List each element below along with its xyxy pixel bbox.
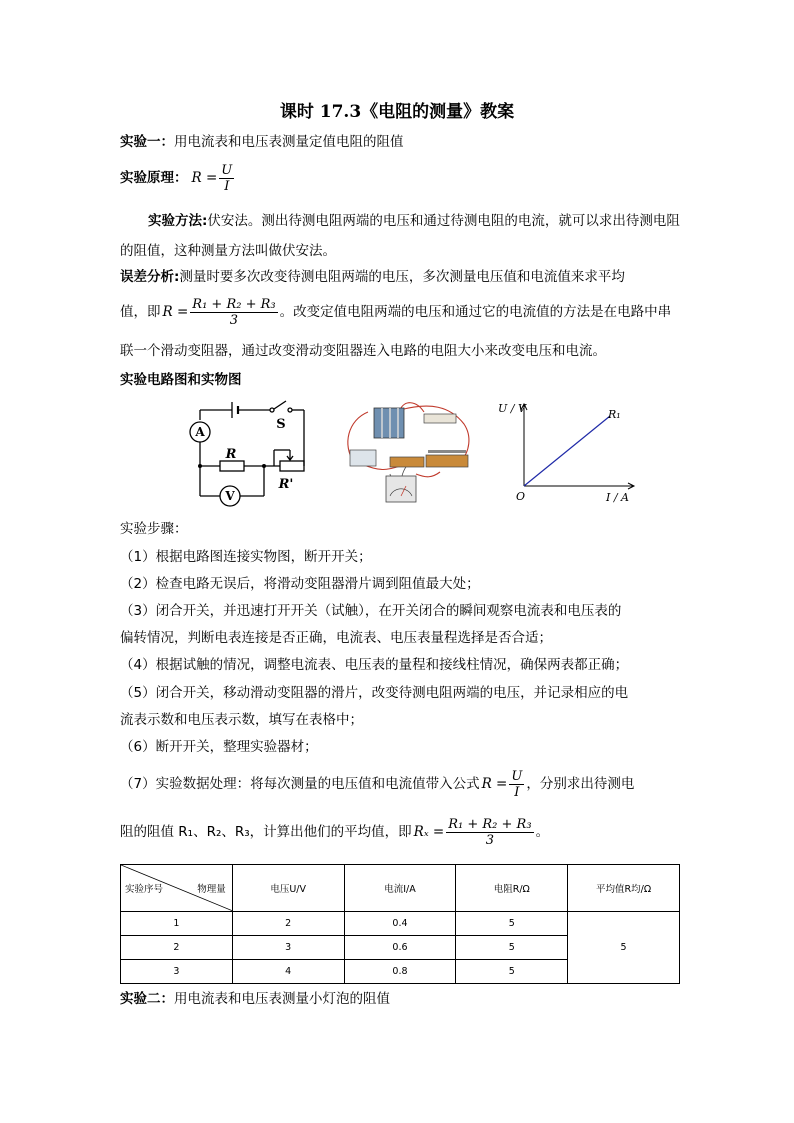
switch-label: S <box>276 417 286 432</box>
table-cell-index: 2 <box>121 936 233 960</box>
table-cell-average: 5 <box>568 912 680 984</box>
step-5a: （5）闭合开关，移动滑动变阻器的滑片，改变待测电阻两端的电压，并记录相应的电 <box>120 685 629 701</box>
error-numerator: R₁ + R₂ + R₃ <box>192 296 276 312</box>
table-row-axis-label: 实验序号 <box>125 884 164 895</box>
step-3b: 偏转情况，判断电表连接是否正确，电流表、电压表量程选择是否合适； <box>120 630 552 646</box>
error-line-2 <box>120 292 680 332</box>
step-7b <box>120 812 680 852</box>
table-cell-current: 0.6 <box>344 936 456 960</box>
error-text-4: 联一个滑动变阻器，通过改变滑动变阻器连入电路的电阻大小来改变电压和电流。 <box>120 343 606 359</box>
error-fraction <box>190 297 277 328</box>
step7-fraction-2 <box>446 817 533 848</box>
exp2-line <box>120 989 680 1009</box>
step7-lhs-2: Rₓ = <box>413 824 445 840</box>
table-header-voltage: 电压U/V <box>232 865 344 912</box>
table-corner-cell <box>121 865 233 912</box>
table-header-average: 平均值R均/Ω <box>568 865 680 912</box>
graph-origin: O <box>516 490 526 503</box>
apparatus-picture <box>340 400 480 510</box>
error-text-3: 。改变定值电阻两端的电压和通过它的电流值的方法是在电路中串 <box>279 304 672 320</box>
step7-text-3: 阻的阻值 R₁、R₂、R₃，计算出他们的平均值，即 <box>120 824 412 840</box>
principle-denominator: I <box>224 178 230 194</box>
method-text: 伏安法。测出待测电阻两端的电压和通过待测电阻的电流，就可以求出待测电阻的阻值，这种测量方法叫做伏安法。 <box>120 213 680 259</box>
table-cell-resistance: 5 <box>456 936 568 960</box>
step7-fraction <box>509 769 524 800</box>
exp1-line <box>120 132 680 152</box>
step7-text-4: 。 <box>535 824 550 840</box>
method-paragraph <box>92 206 680 266</box>
step-1: （1）根据电路图连接实物图，断开开关； <box>120 549 372 565</box>
error-line-1 <box>120 267 680 287</box>
step7-numerator-2: R₁ + R₂ + R₃ <box>448 816 532 832</box>
step7-denominator: I <box>514 784 520 800</box>
table-header-current: 电流I/A <box>344 865 456 912</box>
diagram-heading-text: 实验电路图和实物图 <box>120 372 242 388</box>
error-label: 误差分析: <box>120 269 180 285</box>
resistor-label: R <box>225 447 237 462</box>
voltmeter-label: V <box>225 489 235 503</box>
table-header-resistance: 电阻R/Ω <box>456 865 568 912</box>
table-cell-voltage: 4 <box>232 960 344 984</box>
table-cell-voltage: 2 <box>232 912 344 936</box>
data-table <box>120 864 680 984</box>
exp1-label: 实验一： <box>120 134 174 150</box>
graph-line-label: R₁ <box>608 408 621 421</box>
error-denominator: 3 <box>229 312 239 328</box>
step-4: （4）根据试触的情况，调整电流表、电压表的量程和接线柱情况，确保两表都正确； <box>120 657 629 673</box>
table-cell-current: 0.8 <box>344 960 456 984</box>
error-text-1: 测量时要多次改变待测电阻两端的电压，多次测量电压值和电流值来求平均 <box>179 269 625 285</box>
principle-lhs: R = <box>191 170 218 186</box>
table-cell-current: 0.4 <box>344 912 456 936</box>
step7-lhs: R = <box>481 776 508 792</box>
error-text-2: 值，即 <box>120 304 161 320</box>
circuit-diagram <box>180 398 310 508</box>
step7-text-2: ，分别求出待测电 <box>526 776 635 792</box>
table-cell-index: 3 <box>121 960 233 984</box>
step-5b: 流表示数和电压表示数，填写在表格中； <box>120 712 363 728</box>
step-3a: （3）闭合开关，并迅速打开开关（试触），在开关闭合的瞬间观察电流表和电压表的 <box>120 603 622 619</box>
principle-numerator: U <box>221 162 233 178</box>
table-cell-index: 1 <box>121 912 233 936</box>
step-6: （6）断开开关，整理实验器材； <box>120 739 318 755</box>
principle-line <box>120 160 680 196</box>
u-i-graph <box>494 398 644 506</box>
step7-numerator: U <box>511 768 523 784</box>
table-row <box>121 912 680 936</box>
exp1-text: 用电流表和电压表测量定值电阻的阻值 <box>174 134 404 150</box>
principle-fraction <box>219 163 234 194</box>
graph-xlabel: I / A <box>606 491 629 504</box>
steps-heading: 实验步骤： <box>120 521 188 537</box>
table-header-row <box>121 865 680 912</box>
principle-label: 实验原理： <box>120 170 188 186</box>
table-cell-voltage: 3 <box>232 936 344 960</box>
ammeter-label: A <box>195 425 205 439</box>
method-label: 实验方法: <box>148 213 208 229</box>
step7-text-1: （7）实验数据处理：将每次测量的电压值和电流值带入公式 <box>120 776 480 792</box>
error-line-3 <box>120 341 680 361</box>
step-7a <box>120 764 680 804</box>
resistance-line <box>524 416 610 486</box>
table-cell-resistance: 5 <box>456 912 568 936</box>
step7-denominator-2: 3 <box>485 832 495 848</box>
step-2: （2）检查电路无误后，将滑动变阻器滑片调到阻值最大处； <box>120 576 480 592</box>
diagram-heading <box>120 370 680 390</box>
exp2-label: 实验二： <box>120 991 174 1007</box>
table-col-axis-label: 物理量 <box>197 884 226 895</box>
page-title: 课时 17.3《电阻的测量》教案 <box>279 102 515 122</box>
graph-ylabel: U / V <box>498 402 526 415</box>
table-cell-resistance: 5 <box>456 960 568 984</box>
exp2-text: 用电流表和电压表测量小灯泡的阻值 <box>174 991 390 1007</box>
error-lhs: R = <box>162 304 189 320</box>
rheostat-label: R' <box>278 477 294 492</box>
